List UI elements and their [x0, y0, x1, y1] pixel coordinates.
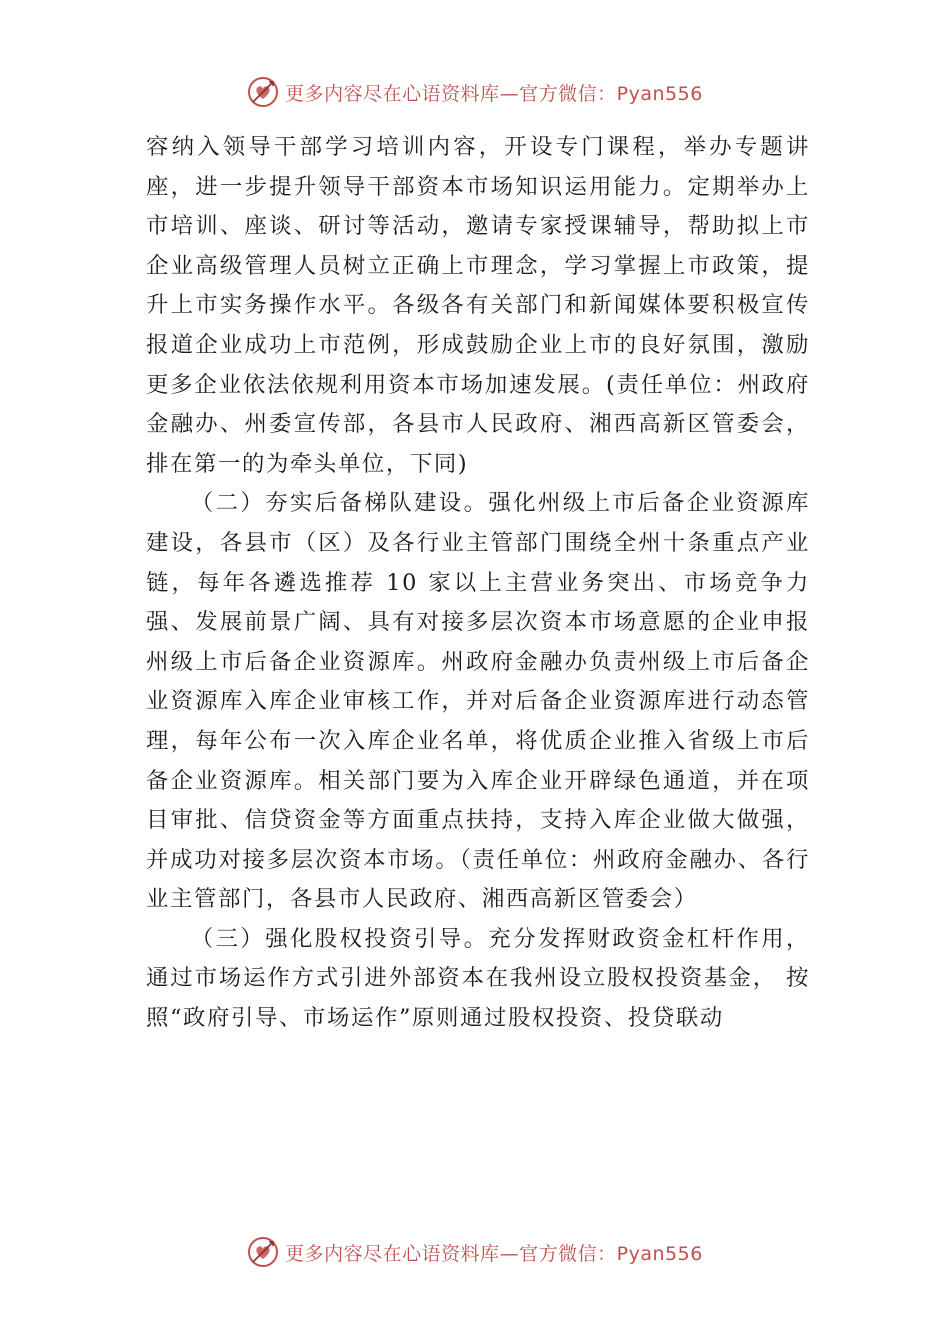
paragraph-continuation: 容纳入领导干部学习培训内容，开设专门课程，举办专题讲座，进一步提升领导干部资本市场知识运用能力。定期举办上市培训、座谈、研讨等活动，邀请专家授课辅导，帮助拟上市企业高级管理人员树立正确上市理念，学习掌握上市政策，提升上市实务操作水平。各级各有关部门和新闻媒体要积极宣传报道企业成功上市范例，形成鼓励企业上市的良好氛围，激励更多企业依法依规利用资本市场加速发展。(责任单位：州政府金融办、州委宣传部，各县市人民政府、湘西高新区管委会，排在第一的为牵头单位，下同) [146, 134, 810, 477]
heart-logo-icon [247, 1236, 279, 1268]
heart-logo-icon [247, 76, 279, 108]
footer-banner [0, 1232, 950, 1272]
paragraph-section-3: （三）强化股权投资引导。充分发挥财政资金杠杆作用，通过市场运作方式引进外部资本在我州设立股权投资基金， 按照“政府引导、市场运作”原则通过股权投资、投贷联动 [146, 925, 810, 1032]
document-body [146, 128, 810, 1039]
paragraph-section-2: （二）夯实后备梯队建设。强化州级上市后备企业资源库建设，各县市（区）及各行业主管部门围绕全州十条重点产业链，每年各遴选推荐 10 家以上主营业务突出、市场竞争力强、发展前景广阔、具有对接多层次资本市场意愿的企业申报州级上市后备企业资源库。州政府金融办负责州级上市后备企业资源库入库企业审核工作，并对后备企业资源库进行动态管理，每年公布一次入库企业名单，将优质企业推入省级上市后备企业资源库。相关部门要为入库企业开辟绿色通道，并在项目审批、信贷资金等方面重点扶持，支持入库企业做大做强，并成功对接多层次资本市场。（责任单位：州政府金融办、各行业主管部门，各县市人民政府、湘西高新区管委会） [146, 490, 810, 913]
footer-banner-text: 更多内容尽在心语资料库—官方微信：Pyan556 [285, 1242, 703, 1265]
header-banner-text: 更多内容尽在心语资料库—官方微信：Pyan556 [285, 82, 703, 105]
header-banner [0, 72, 950, 112]
